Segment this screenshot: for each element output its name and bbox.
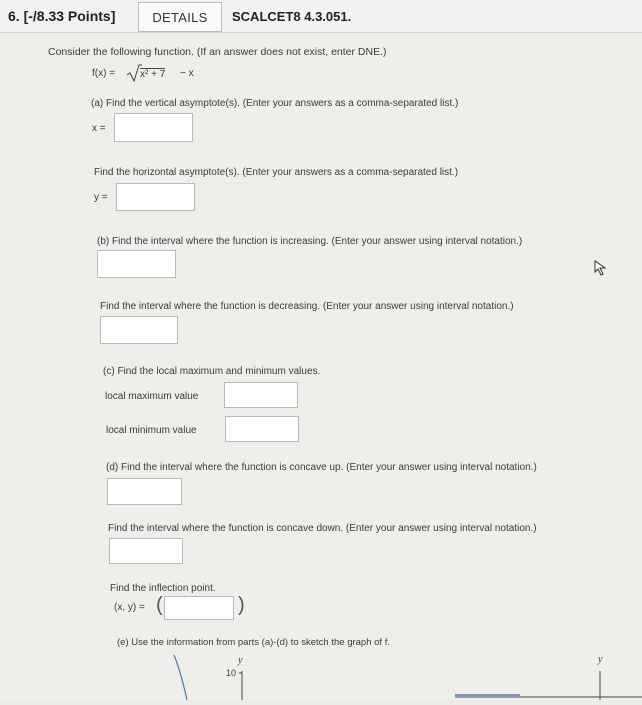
right-y-axis-label: y <box>598 654 603 665</box>
decreasing-interval-input[interactable] <box>100 316 178 344</box>
details-button[interactable]: DETAILS <box>138 2 222 32</box>
problem-id: SCALCET8 4.3.051. <box>232 9 352 24</box>
local-max-label: local maximum value <box>105 391 199 402</box>
sketch-graph-area <box>160 651 642 700</box>
concave-up-label: (d) Find the interval where the function is concave up. (Enter your answer using interval notation.) <box>106 462 537 473</box>
x-equals-label: x = <box>92 123 106 134</box>
concave-down-input[interactable] <box>109 538 183 564</box>
function-lhs: f(x) = <box>92 68 116 79</box>
close-paren: ) <box>238 594 245 616</box>
y-tick-label: 10 <box>226 668 237 678</box>
horizontal-asymptote-input[interactable] <box>116 183 195 211</box>
concave-up-input[interactable] <box>107 478 182 505</box>
inflection-point-label: Find the inflection point. <box>110 583 216 594</box>
vertical-asymptote-label: (a) Find the vertical asymptote(s). (Enter your answers as a comma-separated list.) <box>91 98 459 109</box>
y-axis-label: y <box>238 655 243 666</box>
decreasing-interval-label: Find the interval where the function is decreasing. (Enter your answer using interval notation.) <box>100 301 514 312</box>
local-extrema-label: (c) Find the local maximum and minimum values. <box>103 366 321 377</box>
sketch-label: (e) Use the information from parts (a)-(d) to sketch the graph of f. <box>117 637 390 648</box>
y-equals-label: y = <box>94 192 108 203</box>
local-min-input[interactable] <box>225 416 299 442</box>
function-display <box>92 63 222 85</box>
question-number: 6. [-/8.33 Points] <box>8 8 116 24</box>
graph-curve <box>174 655 187 700</box>
question-header <box>0 0 642 33</box>
increasing-interval-input[interactable] <box>97 250 176 278</box>
increasing-interval-label: (b) Find the interval where the function is increasing. (Enter your answer using interval notation.) <box>97 236 523 247</box>
question-body <box>0 33 642 700</box>
mouse-cursor-icon <box>594 260 608 276</box>
inflection-point-input[interactable] <box>164 596 234 620</box>
function-radicand: x² + 7 <box>140 69 166 80</box>
concave-down-label: Find the interval where the function is concave down. (Enter your answer using interval notation.) <box>108 523 537 534</box>
xy-equals-label: (x, y) = <box>114 602 145 613</box>
local-max-input[interactable] <box>224 382 298 408</box>
horizontal-asymptote-label: Find the horizontal asymptote(s). (Enter your answers as a comma-separated list.) <box>94 167 459 178</box>
open-paren: ( <box>156 594 163 616</box>
function-tail: − x <box>180 68 194 79</box>
prompt-text: Consider the following function. (If an answer does not exist, enter DNE.) <box>48 46 387 58</box>
vertical-asymptote-input[interactable] <box>114 113 193 142</box>
local-min-label: local minimum value <box>106 425 197 436</box>
